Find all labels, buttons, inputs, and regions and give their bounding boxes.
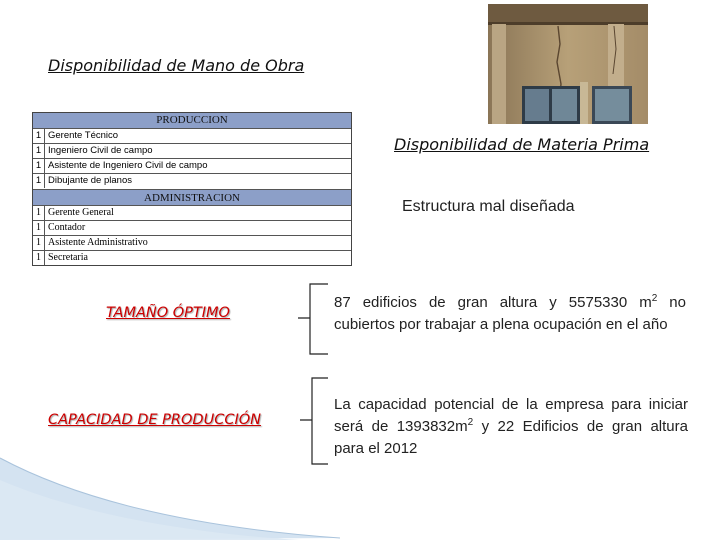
table-row [33,235,351,250]
heading-materia-prima: Disponibilidad de Materia Prima [394,135,650,154]
tamano-superscript: 2 [651,293,658,304]
table-row [33,158,351,173]
table-row [33,173,351,188]
row-role: Contador [48,222,86,233]
tamano-bracket [296,282,330,356]
row-role: Gerente General [48,207,114,218]
row-qty: 1 [33,174,45,188]
tamano-text-end: no cubiertos por trabajar a plena ocupación en el año [334,294,686,333]
row-qty: 1 [33,206,45,220]
capacidad-description [334,394,688,460]
row-role: Dibujante de planos [48,175,132,186]
row-qty: 1 [33,129,45,143]
row-qty: 1 [33,236,45,250]
table-row [33,250,351,265]
table-row [33,205,351,220]
tamano-text-start: 87 edificios de gran altura y 5575330 m [334,294,652,311]
staff-table [32,112,352,266]
row-qty: 1 [33,221,45,235]
heading-mano-de-obra: Disponibilidad de Mano de Obra [48,56,305,75]
administracion-header: ADMINISTRACION [33,189,351,205]
structure-photo [488,4,648,124]
table-row [33,143,351,158]
row-role: Asistente de Ingeniero Civil de campo [48,160,208,171]
decorative-swoosh [0,450,340,540]
table-row [33,220,351,235]
tamano-optimo-label: TAMAÑO ÓPTIMO [106,305,230,321]
capacidad-text-end: y 22 Edificios de gran altura para el 2012 [334,418,688,457]
row-qty: 1 [33,159,45,173]
row-role: Ingeniero Civil de campo [48,145,153,156]
produccion-header: PRODUCCION [33,113,351,128]
row-role: Asistente Administrativo [48,237,148,248]
capacidad-produccion-label: CAPACIDAD DE PRODUCCIÓN [48,412,261,428]
capacidad-text-start: La capacidad potencial de la empresa para iniciar será de 1393832m [334,396,688,435]
row-role: Secretaria [48,252,88,263]
row-qty: 1 [33,144,45,158]
row-role: Gerente Técnico [48,130,119,141]
row-qty: 1 [33,251,45,265]
tamano-description [334,292,686,336]
capacidad-superscript: 2 [467,417,474,428]
table-row [33,128,351,143]
materia-note: Estructura mal diseñada [402,198,575,215]
